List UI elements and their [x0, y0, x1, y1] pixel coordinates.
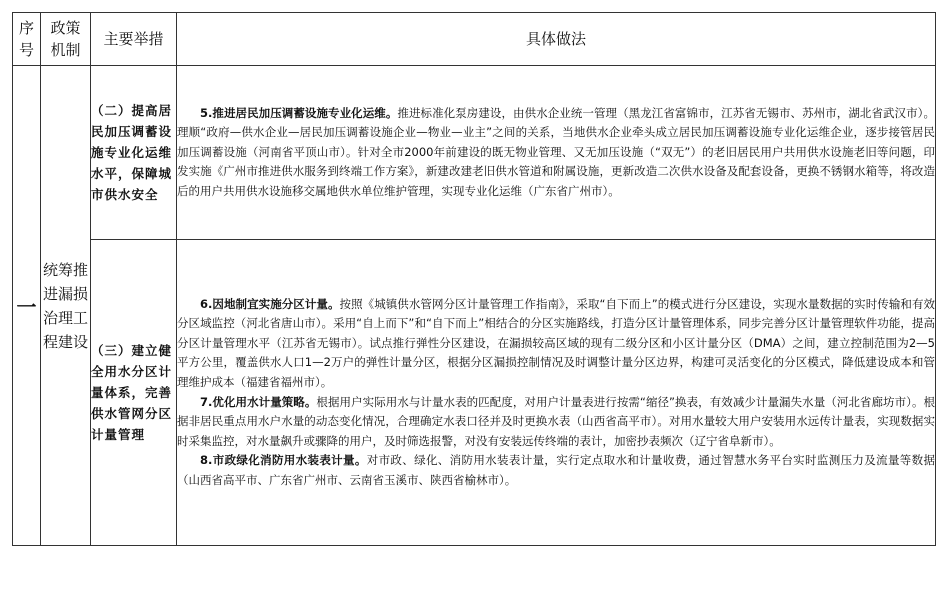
mechanism-cell: 统筹推进漏损治理工程建设	[41, 66, 91, 546]
item-heading: 7.优化用水计量策略。	[200, 394, 317, 409]
measure-row-3	[13, 240, 936, 546]
measure-title-2: （二）提高居民加压调蓄设施专业化运维水平，保障城市供水安全	[91, 66, 177, 240]
detail-item	[177, 393, 935, 452]
header-mechanism: 政策机制	[41, 13, 91, 66]
header-detail: 具体做法	[177, 13, 936, 66]
item-body: 推进标准化泵房建设，由供水企业统一管理（黑龙江省富锦市，江苏省无锡市、苏州市，湖北省武汉市）。理顺“政府—供水企业—居民加压调蓄设施企业—物业—业主”之间的关系，当地供水企业牵头成立居民加压调蓄设施专业化运维企业，逐步接管居民加压调蓄设施（河南省平顶山市）。针对全市2000年前建设的既无物业管理、又无加压设施（“双无”）的老旧居民用户共用供水设施老旧等问题，印发实施《广州市推进供水服务到终端工作方案》，新建改建老旧供水管道和附属设施，更新改造二次供水设备及配套设备，更换不锈钢水箱等，将改造后的用户共用供水设施移交属地供水单位维护管理，实现专业化运维（广东省广州市）。	[177, 105, 935, 198]
row-number: 一	[13, 66, 41, 546]
detail-item	[177, 451, 935, 490]
item-body: 按照《城镇供水管网分区计量管理工作指南》，采取“自下而上”的模式进行分区建设，实现水量数据的实时传输和有效分区域监控（河北省唐山市）。采用“自上而下”和“自下而上”相结合的分区实施路线，打造分区计量管理体系，同步完善分区计量管理软件功能，提高分区计量管理水平（江苏省无锡市）。试点推行弹性分区建设，在漏损较高区域的现有二级分区和小区计量分区（DMA）之间，建立控制范围为2—5平方公里，覆盖供水人口1—2万户的弹性计量分区，根据分区漏损控制情况及时调整计量分区边界，构建可灵活变化的分区模式，降低建设成本和管理维护成本（福建省福州市）。	[177, 296, 935, 389]
header-num: 序号	[13, 13, 41, 66]
item-heading: 8.市政绿化消防用水装表计量。	[200, 453, 367, 468]
detail-cell-2	[177, 66, 936, 240]
item-body: 根据用户实际用水与计量水表的匹配度，对用户计量表进行按需“缩径”换表，有效减少计量漏失水量（河北省廊坊市）。根据非居民重点用水户水量的动态变化情况，合理确定水表口径并及时更换水表（山西省高平市）。对用水量较大用户安装用水远传计量表，实现数据实时采集监控，对水量飙升或骤降的用户，及时筛选报警，对没有安装远传终端的表计，加密抄表频次（辽宁省阜新市）。	[177, 394, 935, 448]
policy-table	[12, 12, 936, 546]
detail-item	[177, 295, 935, 393]
measure-title-3: （三）建立健全用水分区计量体系，完善供水管网分区计量管理	[91, 240, 177, 546]
item-heading: 6.因地制宜实施分区计量。	[200, 296, 340, 311]
item-body: 对市政、绿化、消防用水装表计量，实行定点取水和计量收费，通过智慧水务平台实时监测压力及流量等数据（山西省高平市、广东省广州市、云南省玉溪市、陕西省榆林市）。	[177, 453, 935, 487]
detail-cell-3	[177, 240, 936, 546]
item-heading: 5.推进居民加压调蓄设施专业化运维。	[200, 105, 398, 120]
measure-row-2	[13, 66, 936, 240]
header-measure: 主要举措	[91, 13, 177, 66]
detail-item	[177, 104, 935, 202]
header-row	[13, 13, 936, 66]
